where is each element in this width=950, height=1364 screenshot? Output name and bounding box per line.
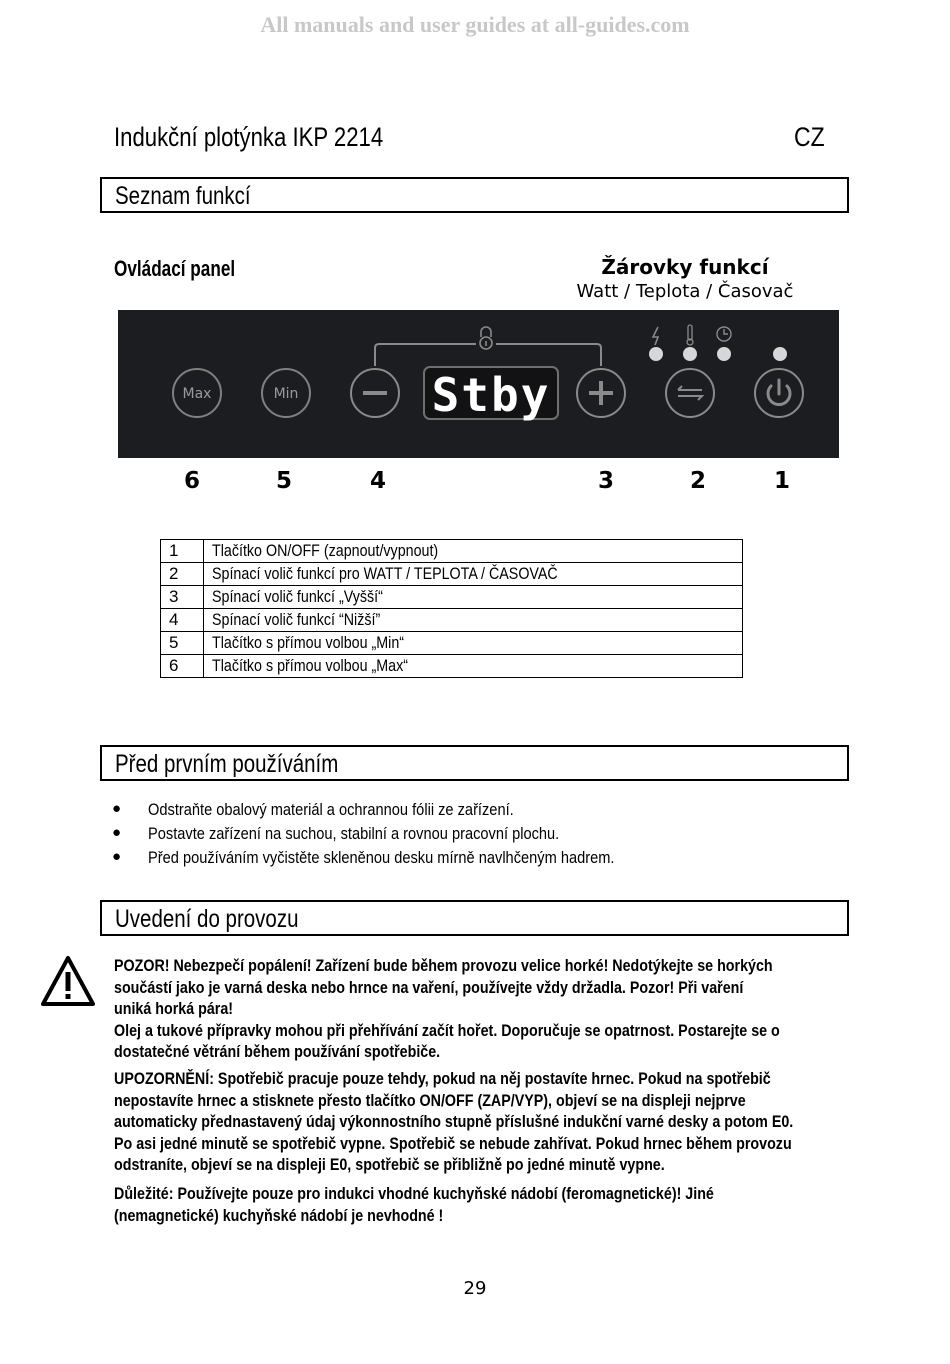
section-functions	[100, 177, 849, 213]
notice-paragraph: UPOZORNĚNÍ: Spotřebič pracuje pouze tehdy, pokud na něj postavíte hrnec. Pokud na spotřebič nepostavíte hrnec a stisknete přesto tlačítko ON/OFF (ZAP/VYP), objeví se na displeji nejprve automaticky přednastavený údaj výkonnostního stupně příslušné indukční varné desky a potom E0. Po asi jedné minutě se spotřebič vypne. Spotřebič se nebude zahřívat. Pokud hrnec během provozu odstraníte, objeví se na displeji E0, spotřebič se přibližně po jedné minutě vypne.	[114, 1069, 794, 1175]
table-row	[161, 632, 743, 655]
watt-lamp-icon	[649, 327, 663, 361]
section-functions-heading: Seznam funkcí	[115, 182, 251, 210]
plus-button[interactable]	[577, 369, 625, 417]
power-lamp	[773, 347, 787, 361]
function-table	[160, 539, 743, 678]
warning-triangle-icon	[40, 954, 96, 1015]
callout-number-6: 6	[184, 468, 201, 494]
function-lamps-title: Žárovky funkcí	[601, 255, 769, 279]
power-icon	[768, 380, 790, 405]
function-switch-icon	[678, 386, 702, 400]
table-row	[161, 586, 743, 609]
list-item: ● Před používáním vyčistěte skleněnou desku mírně navlhčeným hadrem.	[112, 848, 615, 867]
lock-icon	[480, 327, 492, 349]
list-item: ● Postavte zařízení na suchou, stabilní a rovnou pracovní plochu.	[112, 824, 560, 843]
callout-number-2: 2	[690, 468, 707, 494]
table-row	[161, 563, 743, 586]
page-number: 29	[463, 1278, 487, 1299]
control-panel-image	[118, 310, 839, 458]
callout-number-4: 4	[370, 468, 387, 494]
plus-icon	[589, 381, 613, 405]
control-panel-label: Ovládací panel	[114, 256, 236, 281]
function-lamps-subtitle: Watt / Teplota / Časovač	[576, 281, 794, 302]
table-cell-text: Spínací volič funkcí pro WATT / TEPLOTA / ČASOVAČ	[204, 563, 743, 586]
bullet-icon: ●	[112, 800, 122, 817]
min-button-label: Min	[273, 386, 299, 402]
watermark: All manuals and user guides at all-guides.com	[260, 12, 690, 37]
section-operation-heading: Uvedení do provozu	[115, 905, 299, 933]
clock-lamp-icon	[717, 327, 731, 361]
preparation-list	[108, 800, 690, 872]
table-cell-number: 6	[161, 655, 204, 678]
display-readout: Stby	[431, 368, 551, 422]
important-paragraph: Důležité: Používejte pouze pro indukci vhodné kuchyňské nádobí (feromagnetické)! Jiné (nemagnetické) kuchyňské nádobí je nevhodné !	[114, 1184, 714, 1225]
table-row	[161, 609, 743, 632]
section-operation	[100, 900, 849, 936]
callout-number-3: 3	[598, 468, 615, 494]
bullet-icon: ●	[112, 848, 122, 865]
table-row	[161, 540, 743, 563]
table-cell-text: Spínací volič funkcí „Vyšší“	[204, 586, 743, 609]
document-title: Indukční plotýnka IKP 2214	[114, 122, 384, 152]
table-cell-number: 4	[161, 609, 204, 632]
callout-number-5: 5	[276, 468, 293, 494]
bracket-line	[375, 344, 601, 366]
table-cell-number: 1	[161, 540, 204, 563]
max-button[interactable]	[173, 369, 221, 417]
table-cell-text: Tlačítko s přímou volbou „Min“	[204, 632, 743, 655]
max-button-label: Max	[182, 386, 212, 402]
table-cell-number: 5	[161, 632, 204, 655]
section-before-first-use	[100, 745, 849, 781]
table-cell-number: 2	[161, 563, 204, 586]
display	[424, 367, 558, 422]
table-cell-text: Spínací volič funkcí “Nižší”	[204, 609, 743, 632]
function-switch-button[interactable]	[666, 369, 714, 417]
section-before-first-use-heading: Před prvním používáním	[115, 750, 339, 778]
minus-button[interactable]	[351, 369, 399, 417]
min-button[interactable]	[262, 369, 310, 417]
list-item: ● Odstraňte obalový materiál a ochrannou fólii ze zařízení.	[112, 800, 514, 819]
table-cell-text: Tlačítko ON/OFF (zapnout/vypnout)	[204, 540, 743, 563]
table-cell-text: Tlačítko s přímou volbou „Max“	[204, 655, 743, 678]
warning-paragraph: POZOR! Nebezpečí popálení! Zařízení bude během provozu velice horké! Nedotýkejte se horkých součástí jako je varná deska nebo hrnce na vaření, používejte vždy držadla. Pozor! Při vaření uniká horká pára! Olej a tukové přípravky mohou při přehřívání začít hořet. Doporučuje se opatrnost. Postarejte se o dostatečné větrání během používání spotřebiče.	[114, 956, 780, 1062]
power-button[interactable]	[755, 369, 803, 417]
language-code: CZ	[794, 122, 825, 152]
table-cell-number: 3	[161, 586, 204, 609]
bullet-icon: ●	[112, 824, 122, 841]
thermometer-lamp-icon	[683, 325, 697, 361]
table-row	[161, 655, 743, 678]
callout-number-1: 1	[774, 468, 791, 494]
